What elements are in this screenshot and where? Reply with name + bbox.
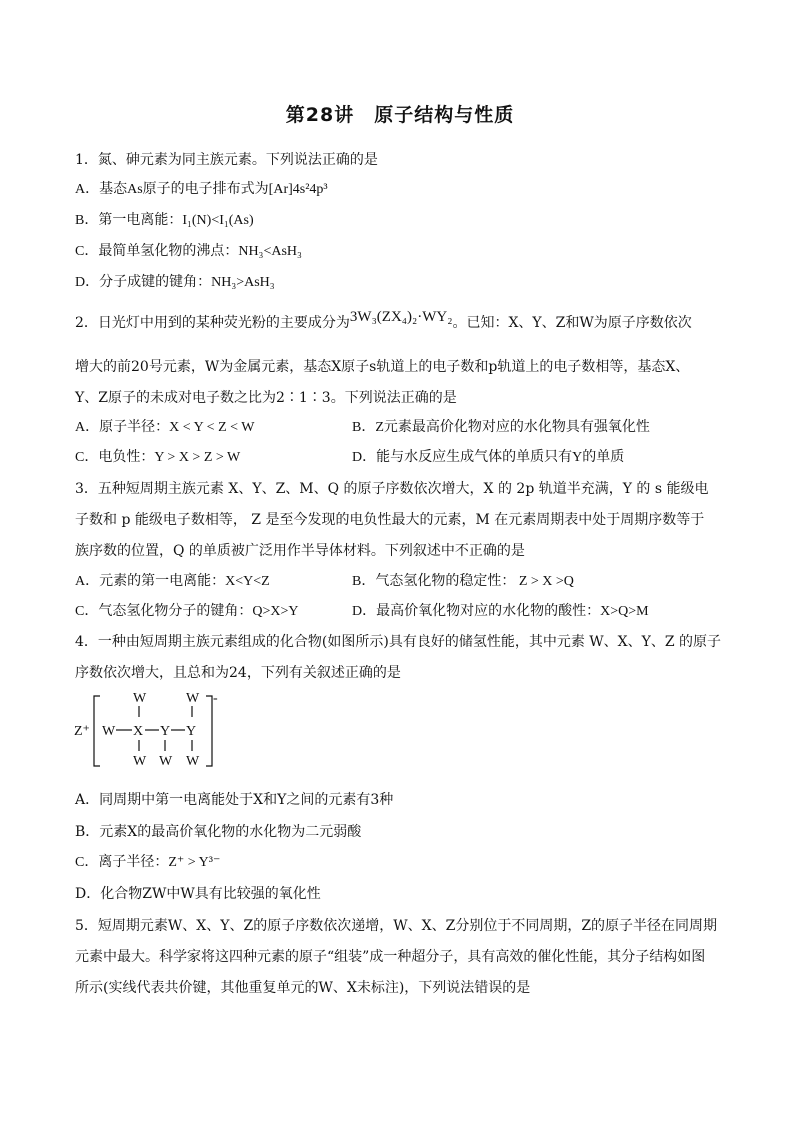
structure-right-bracket — [206, 696, 212, 766]
structure-atom-mid-1: W — [102, 724, 116, 739]
q1-stem: 1．氮、砷元素为同主族元素。下列说法正确的是 — [75, 152, 378, 168]
q1-option-a: A．基态As原子的电子排布式为[Ar]4s²4p³ — [75, 182, 328, 197]
q3-stem-line1: 3．五种短周期主族元素 X、Y、Z、M、Q 的原子序数依次增大，X 的 2p 轨道半充满，Y 的 s 能级电 — [75, 481, 709, 497]
q1-option-c: C．最简单氢化物的沸点：NH₃<AsH₃ — [75, 244, 302, 259]
q2-option-c: C．电负性：Y > X > Z > W — [75, 450, 241, 465]
structure-charge: - — [213, 691, 218, 706]
q2-option-b: B．Z元素最高价化物对应的水化物具有强氧化性 — [352, 420, 650, 435]
q5-stem-line1: 5．短周期元素W、X、Y、Z的原子序数依次递增，W、X、Z分别位于不同周期，Z的原子半径在同周期 — [75, 918, 718, 934]
q4-option-a: A．同周期中第一电离能处于X和Y之间的元素有3种 — [75, 792, 394, 808]
q2-formula: 3W₃(ZX₄)₂·WY₂ — [349, 309, 453, 325]
q3-option-c: C．气态氢化物分子的键角：Q>X>Y — [75, 604, 299, 619]
q4-structure-diagram — [72, 688, 232, 772]
q5-stem-line3: 所示(实线代表共价键，其他重复单元的W、X未标注)，下列说法错误的是 — [75, 980, 531, 996]
structure-atom-mid-2: X — [133, 724, 144, 739]
q2-stem-line2: 增大的前20号元素，W为金属元素，基态X原子s轨道上的电子数和p轨道上的电子数相等，基态X、 — [75, 359, 690, 375]
q4-stem-line1: 4．一种由短周期主族元素组成的化合物(如图所示)具有良好的储氢性能，其中元素 W、X、Y、Z 的原子 — [75, 634, 722, 650]
structure-atom-mid-3: Y — [160, 724, 171, 739]
q3-option-d: D．最高价氧化物对应的水化物的酸性：X>Q>M — [352, 604, 649, 619]
q3-option-a: A．元素的第一电离能：X<Y<Z — [75, 574, 270, 589]
q5-stem-line2: 元素中最大。科学家将这四种元素的原子“组装”成一种超分子，具有高效的催化性能，其分子结构如图 — [75, 949, 706, 965]
structure-cation: Z⁺ — [74, 724, 90, 739]
q4-option-c: C．离子半径：Z⁺ > Y³⁻ — [75, 855, 221, 870]
q2-stem-line3: Y、Z原子的未成对电子数之比为2∶1∶3。下列说法正确的是 — [75, 390, 457, 406]
q2-option-a: A．原子半径：X < Y < Z < W — [75, 420, 255, 435]
q4-stem-line2: 序数依次增大，且总和为24，下列有关叙述正确的是 — [75, 665, 401, 681]
structure-atom-bottom-2: W — [159, 754, 173, 769]
q1-option-b: B．第一电离能：I₁(N)<I₁(As) — [75, 213, 254, 228]
q3-stem-line2: 子数和 p 能级电子数相等， Z 是至今发现的电负性最大的元素，M 在元素周期表中处于周期序数等于 — [75, 512, 705, 528]
page-title: 第28讲 原子结构与性质 — [285, 104, 515, 126]
structure-atom-top-2: W — [186, 691, 200, 706]
structure-atom-mid-4: Y — [186, 724, 197, 739]
q3-stem-line3: 族序数的位置，Q 的单质被广泛用作半导体材料。下列叙述中不正确的是 — [75, 543, 525, 559]
structure-atom-top-1: W — [133, 691, 147, 706]
structure-left-bracket — [94, 696, 100, 766]
q2-option-d: D．能与水反应生成气体的单质只有Y的单质 — [352, 450, 625, 465]
q3-option-b: B．气态氢化物的稳定性： Z > X >Q — [352, 574, 574, 589]
q2-stem-text-a: 2．日光灯中用到的某种荧光粉的主要成分为 — [75, 315, 350, 331]
q2-stem-text-b: 。已知：X、Y、Z和W为原子序数依次 — [452, 315, 692, 331]
q1-option-d: D．分子成键的键角：NH₃>AsH₃ — [75, 275, 275, 290]
structure-atom-bottom-1: W — [133, 754, 147, 769]
structure-atom-bottom-3: W — [186, 754, 200, 769]
q4-option-d: D．化合物ZW中W具有比较强的氧化性 — [75, 886, 321, 902]
q2-stem-line1 — [75, 309, 692, 333]
q4-option-b: B．元素X的最高价氧化物的水化物为二元弱酸 — [75, 824, 362, 840]
